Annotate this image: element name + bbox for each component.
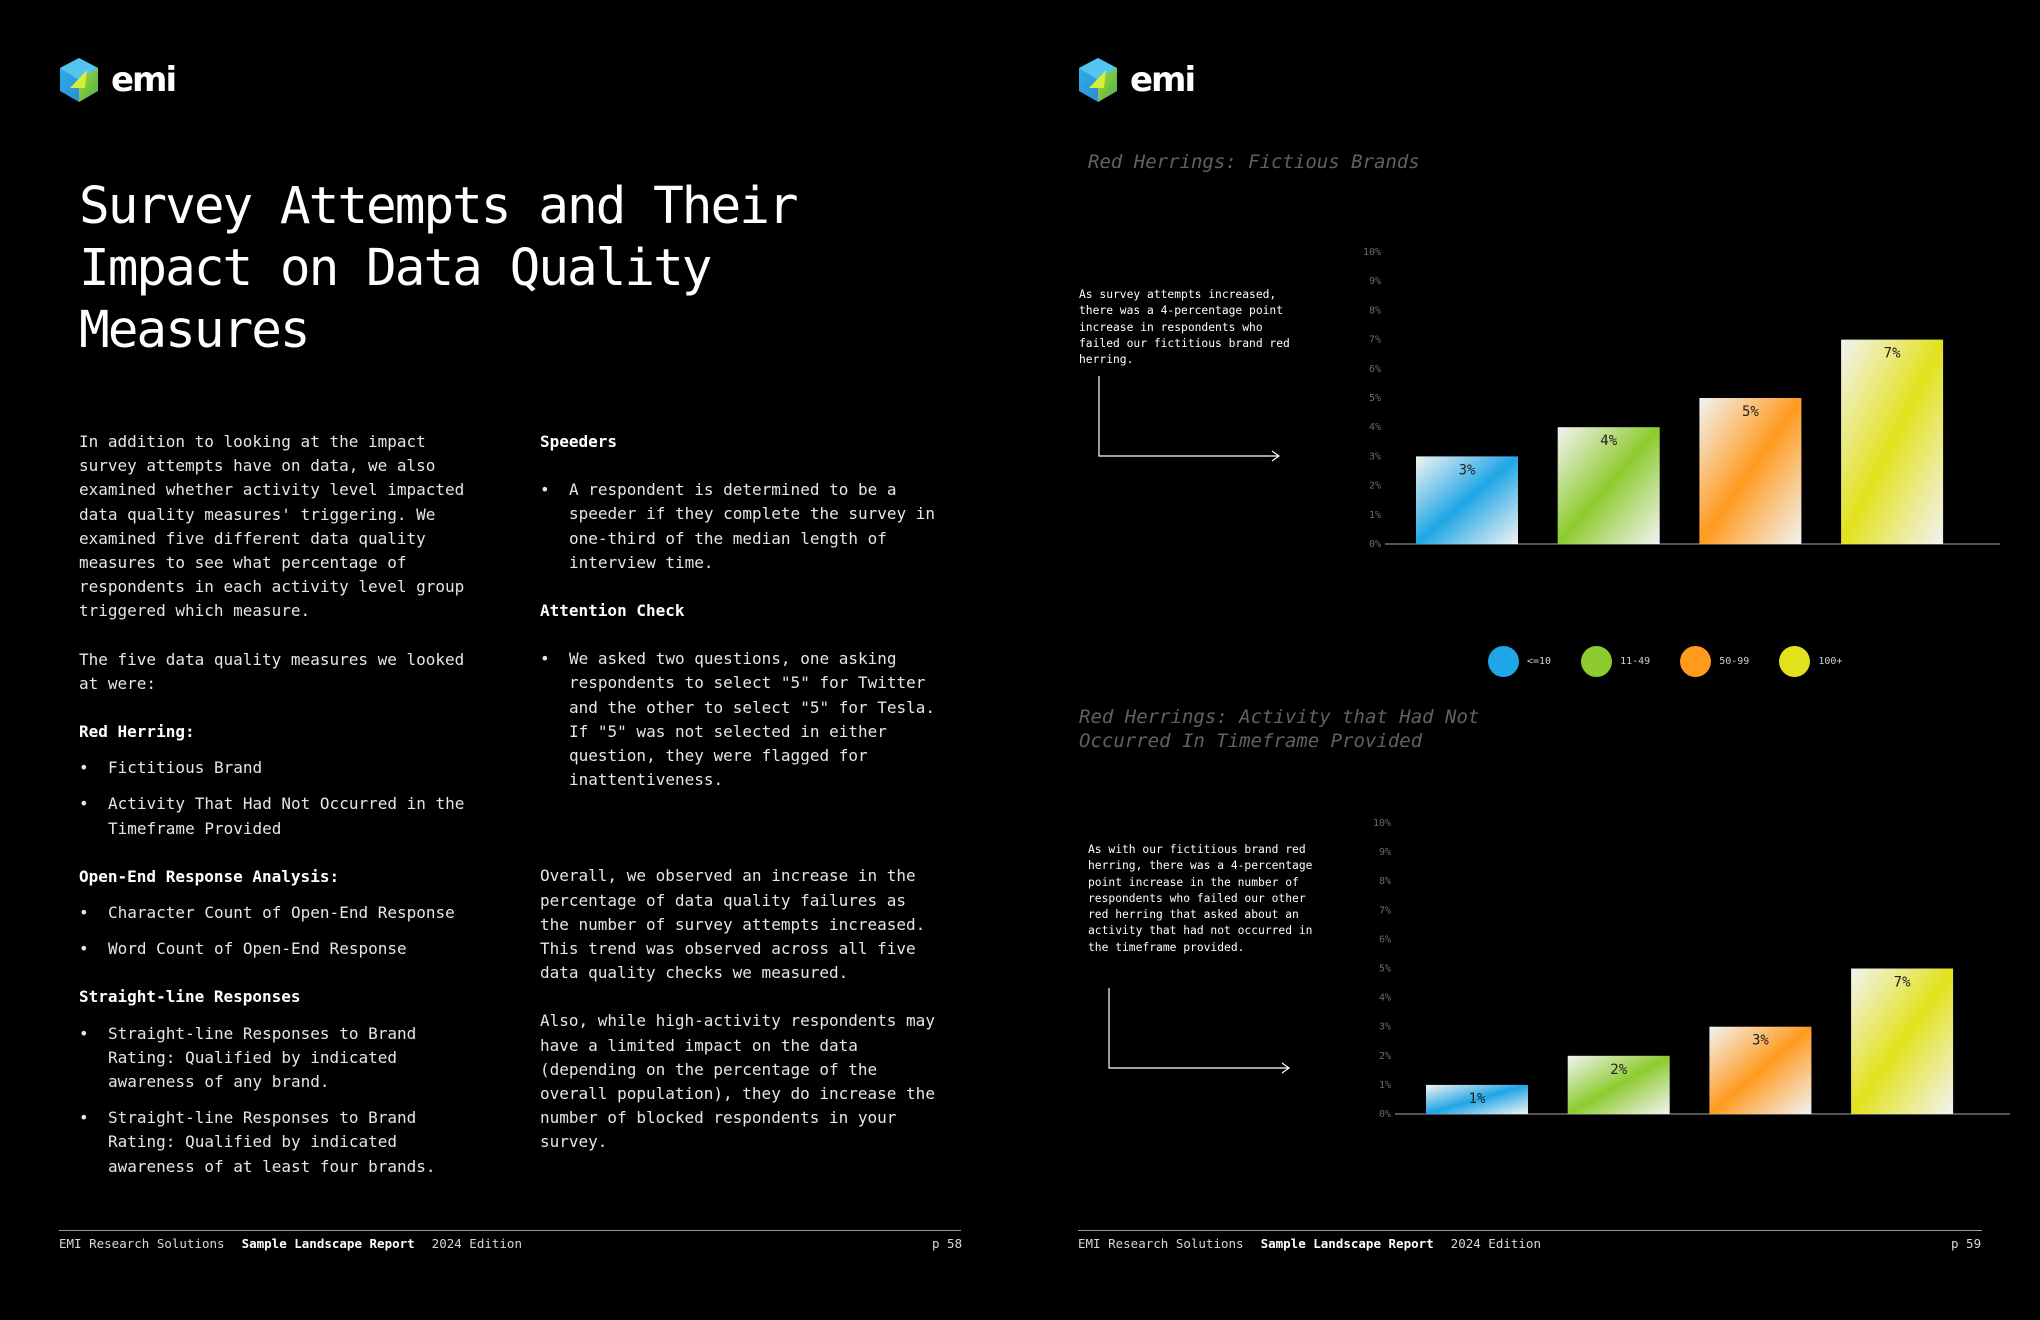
- footer: [1078, 1236, 1541, 1251]
- bar-value-label: 3%: [1751, 1032, 1769, 1049]
- y-tick-label: 9%: [1378, 847, 1391, 859]
- red-herring-heading: Red Herring:: [79, 722, 195, 742]
- page-number: p 58: [932, 1236, 963, 1251]
- y-tick-label: 2%: [1378, 1050, 1391, 1062]
- bar-value-label: 5%: [1741, 404, 1759, 420]
- y-tick-label: 7%: [1368, 334, 1381, 346]
- legend-label: 50-99: [1719, 656, 1750, 667]
- y-tick-label: 8%: [1378, 876, 1391, 888]
- y-tick-label: 10%: [1362, 247, 1381, 258]
- right-page: [1020, 0, 2040, 1320]
- straight-line-heading: Straight-line Responses: [79, 987, 301, 1007]
- list-item: • Straight-line Responses to Brand Rating: Qualified by indicated awareness of any brand.: [79, 1022, 489, 1095]
- y-tick-label: 5%: [1378, 963, 1391, 975]
- y-tick-label: 3%: [1378, 1021, 1391, 1033]
- footer-divider: [1078, 1230, 1982, 1231]
- also-paragraph: Also, while high-activity respondents may have a limited impact on the data (depending on the percentage of the overall population), they do increase the number of blocked respondents in your survey.: [540, 1011, 935, 1152]
- footer-publisher: EMI Research Solutions: [59, 1236, 225, 1251]
- brand-name: emi: [111, 60, 176, 100]
- right-column: [540, 430, 940, 1155]
- y-tick-label: 3%: [1368, 451, 1381, 463]
- y-tick-label: 2%: [1368, 480, 1381, 492]
- brand-name: emi: [1130, 60, 1195, 100]
- legend-label: 11-49: [1620, 656, 1651, 667]
- footer-report-title: Sample Landscape Report: [1260, 1236, 1434, 1251]
- footer-publisher: EMI Research Solutions: [1078, 1236, 1244, 1251]
- y-tick-label: 6%: [1368, 363, 1381, 375]
- intro-paragraph: In addition to looking at the impact survey attempts have on data, we also examined whether activity level impacted data quality measures' triggering. We examined five different data quality measures to see what percentage of respondents in each activity level group triggered which measure.: [79, 432, 465, 621]
- y-tick-label: 4%: [1368, 422, 1381, 434]
- y-tick-label: 1%: [1368, 509, 1381, 521]
- bar-value-label: 2%: [1610, 1061, 1628, 1078]
- chart-1-annotation: As survey attempts increased, there was a 4-percentage point increase in respondents who failed our fictitious brand red herring.: [1079, 288, 1290, 367]
- y-tick-label: 7%: [1378, 905, 1391, 917]
- open-end-heading: Open-End Response Analysis:: [79, 866, 340, 886]
- measures-intro: The five data quality measures we looked at were:: [79, 649, 465, 693]
- bar-value-label: 4%: [1600, 433, 1618, 450]
- list-item: • We asked two questions, one asking respondents to select "5" for Twitter and the other to select "5" for Tesla. If "5" was not selected in either question, they were flagged for inattentiveness.: [540, 647, 940, 792]
- y-tick-label: 10%: [1372, 818, 1391, 829]
- red-herring-list: [79, 756, 489, 841]
- speeders-list: [540, 478, 940, 575]
- footer-report-title: Sample Landscape Report: [241, 1236, 415, 1251]
- speeders-heading: Speeders: [540, 432, 618, 451]
- legend-label: <=10: [1527, 656, 1552, 667]
- bar-value-label: 7%: [1893, 974, 1911, 991]
- bar-value-label: 7%: [1883, 345, 1901, 362]
- chart-2-title: Red Herrings: Activity that Had Not Occurred In Timeframe Provided: [1079, 706, 1480, 752]
- attention-check-heading: Attention Check: [540, 601, 685, 621]
- straight-line-list: [79, 1022, 489, 1179]
- footer-divider: [59, 1230, 961, 1231]
- chart-1-title: Red Herrings: Fictious Brands: [1088, 151, 1420, 173]
- left-page: [0, 0, 1018, 1320]
- list-item: • A respondent is determined to be a speeder if they complete the survey in one-third of the median length of interview time.: [540, 478, 940, 575]
- list-item: • Character Count of Open-End Response: [79, 901, 489, 925]
- overall-paragraph: Overall, we observed an increase in the percentage of data quality failures as the number of survey attempts increased. This trend was observed across all five data quality checks we measured.: [540, 866, 926, 983]
- list-item: • Word Count of Open-End Response: [79, 937, 489, 961]
- list-item: • Activity That Had Not Occurred in the Timeframe Provided: [79, 792, 489, 840]
- left-column: [79, 430, 489, 1179]
- footer-edition: 2024 Edition: [1450, 1236, 1541, 1251]
- footer: [59, 1236, 522, 1251]
- y-tick-label: 0%: [1378, 1109, 1391, 1120]
- bar-value-label: 1%: [1468, 1090, 1486, 1107]
- y-tick-label: 8%: [1368, 305, 1381, 317]
- list-item: • Straight-line Responses to Brand Rating: Qualified by indicated awareness of at least four brands.: [79, 1106, 489, 1179]
- y-tick-label: 4%: [1378, 992, 1391, 1004]
- footer-edition: 2024 Edition: [431, 1236, 522, 1251]
- bar-value-label: 3%: [1458, 462, 1476, 479]
- y-tick-label: 5%: [1368, 393, 1381, 404]
- chart-2: [1020, 0, 2040, 1200]
- attention-check-list: [540, 647, 940, 792]
- page-number: p 59: [1951, 1236, 1982, 1251]
- logo-cube-icon: [59, 58, 99, 102]
- y-tick-label: 1%: [1378, 1079, 1391, 1091]
- open-end-list: [79, 901, 489, 961]
- page-title: Survey Attempts and Their Impact on Data Quality Measures: [79, 177, 797, 360]
- chart-2-annotation: As with our fictitious brand red herring, there was a 4-percentage point increase in the number of respondents who failed our other red herring that asked about an activity that had not occurred in the timeframe provided.: [1088, 843, 1313, 954]
- y-tick-label: 9%: [1368, 276, 1381, 288]
- y-tick-label: 0%: [1368, 539, 1381, 550]
- brand-logo: [59, 58, 175, 102]
- list-item: • Fictitious Brand: [79, 756, 489, 780]
- legend-label: 100+: [1818, 656, 1843, 667]
- y-tick-label: 6%: [1378, 934, 1391, 946]
